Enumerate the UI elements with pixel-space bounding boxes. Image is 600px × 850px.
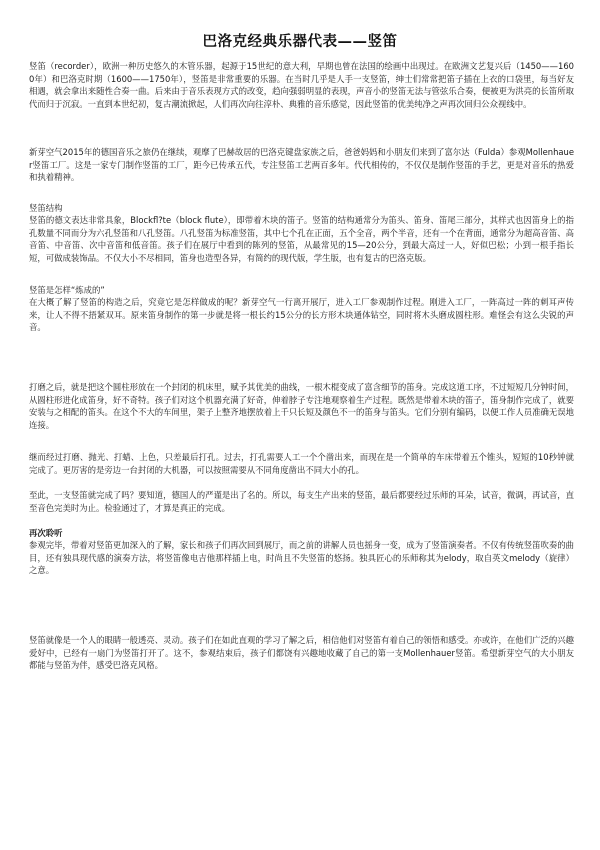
structure-heading: 竖笛结构 bbox=[29, 203, 63, 213]
listen-paragraph: 参观完毕，带着对竖笛更加深入的了解，家长和孩子们再次回到展厅，而之前的讲解人员也摇身一变，成为了竖笛演奏者。不仅有传统竖笛吹奏的曲目，还有独具现代感的演奏方法，将竖笛像电吉他那样插上电，时尚且不失竖笛的悠扬。独具匠心的乐师称其为elody，取自英文melody（旋律）之意。 bbox=[29, 540, 574, 576]
ending-paragraph: 竖笛就像是一个人的眼睛一般透亮、灵动。孩子们在如此直观的学习了解之后，相信他们对竖笛有着自己的领悟和感受。亦或许，在他们广泛的兴趣爱好中，已经有一扇门为竖笛打开了。这不，参观结束后，孩子们都饶有兴趣地收藏了自己的第一支Mollenhauer竖笛。希望新芽空气的大小朋友都能与竖笛为伴，感受巴洛克风格。 bbox=[29, 635, 574, 671]
trip-paragraph: 新芽空气2015年的德国音乐之旅仍在继续，观摩了巴赫故居的巴洛克键盘家族之后，爸爸妈妈和小朋友们来到了富尔达（Fulda）参观Mollenhauer竖笛工厂。这是一家专门制作竖笛的工厂，距今已传承五代，专注竖笛工艺两百多年。代代相传的，不仅仅是制作竖笛的手艺，更是对音乐的热爱和执着精神。 bbox=[29, 147, 574, 183]
born-paragraph: 至此，一支竖笛就完成了吗？要知道，德国人的严谨是出了名的。所以，每支生产出来的竖笛，最后都要经过乐师的耳朵，试音，微调，再试音，直至音色完美时为止。检验通过了，才算是真正的完成。 bbox=[29, 490, 574, 513]
page-title: 巴洛克经典乐器代表——竖笛 bbox=[202, 34, 398, 50]
intro-paragraph: 竖笛（recorder），欧洲一种历史悠久的木管乐器，起源于15世纪的意大利，早期也曾在法国的绘画中出现过。在欧洲文艺复兴后（1450——1600年）和巴洛克时期（1600——1750年），竖笛是非常重要的乐器。在当时几乎是人手一支竖笛，绅士们常常把笛子插在上衣的口袋里，每当好友相遇，就会拿出来随性合奏一曲。后来由于音乐表现方式的改变，趋向强弱明显的表现，声音小的竖笛无法与管弦乐合奏，便被更为洪亮的长笛所取代而归于沉寂。一直到本世纪初，复古潮流掀起，人们再次向往淳朴、典雅的音乐感觉，因此竖笛的优美纯净之声再次回归公众视线中。 bbox=[29, 61, 574, 109]
listen-heading: 再次聆听 bbox=[29, 528, 63, 538]
structure-paragraph: 竖笛的德文表达非常具象，Blockfl?te（block flute），即带着木块的笛子。竖笛的结构通常分为笛头、笛身、笛尾三部分，其样式也因笛身上的指孔数量不同而分为六孔竖笛和八孔竖笛。八孔竖笛为标准竖笛，其中七个孔在正面，五个全音，两个半音，还有一个在背面，通常分为超高音笛、高音笛、中音笛、次中音笛和低音笛。孩子们在展厅中看到的陈列的竖笛，从最常见的15—20公分，到最大高过一人，好似巴松；小到一根手指长短，可做成装饰品。不仅大小不尽相同，笛身也造型各异，有简约的现代版，学生版，也有复古的巴洛克版。 bbox=[29, 215, 574, 263]
finish-paragraph: 继而经过打磨、抛光、打蜡、上色，只差最后打孔。过去，打孔需要人工一个个凿出来，而现在是一个简单的车床带着五个锥头，短短的10秒钟就完成了。更厉害的是旁边一台封闭的大机器，可以按照需要从不同角度凿出不同大小的孔。 bbox=[29, 452, 574, 475]
made-heading: 竖笛是怎样“炼成的” bbox=[29, 285, 105, 295]
polish-paragraph: 打磨之后，就是把这个圆柱形放在一个封闭的机床里，赋予其优美的曲线，一根木棍变成了富含细节的笛身。完成这道工序，不过短短几分钟时间，从圆柱形进化成笛身，好不奇特。孩子们对这个机器充满了好奇，伸着脖子专注地观察着生产过程。既然是带着木块的笛子，笛身制作完成了，就要安装与之相配的笛头。在这个不大的车间里，架子上整齐地摆放着上千只长短及颜色不一的笛身与笛头。它们分别有编码，以便工作人员准确无误地连接。 bbox=[29, 382, 574, 430]
made-paragraph: 在大概了解了竖笛的构造之后，究竟它是怎样做成的呢？新芽空气一行离开展厅，进入工厂参观制作过程。刚进入工厂，一阵高过一阵的刺耳声传来，让人不得不捂紧双耳。原来笛身制作的第一步就是将一根长约15公分的长方形木块通体钻空，同时将木头磨成圆柱形。难怪会有这么尖锐的声音。 bbox=[29, 297, 574, 333]
